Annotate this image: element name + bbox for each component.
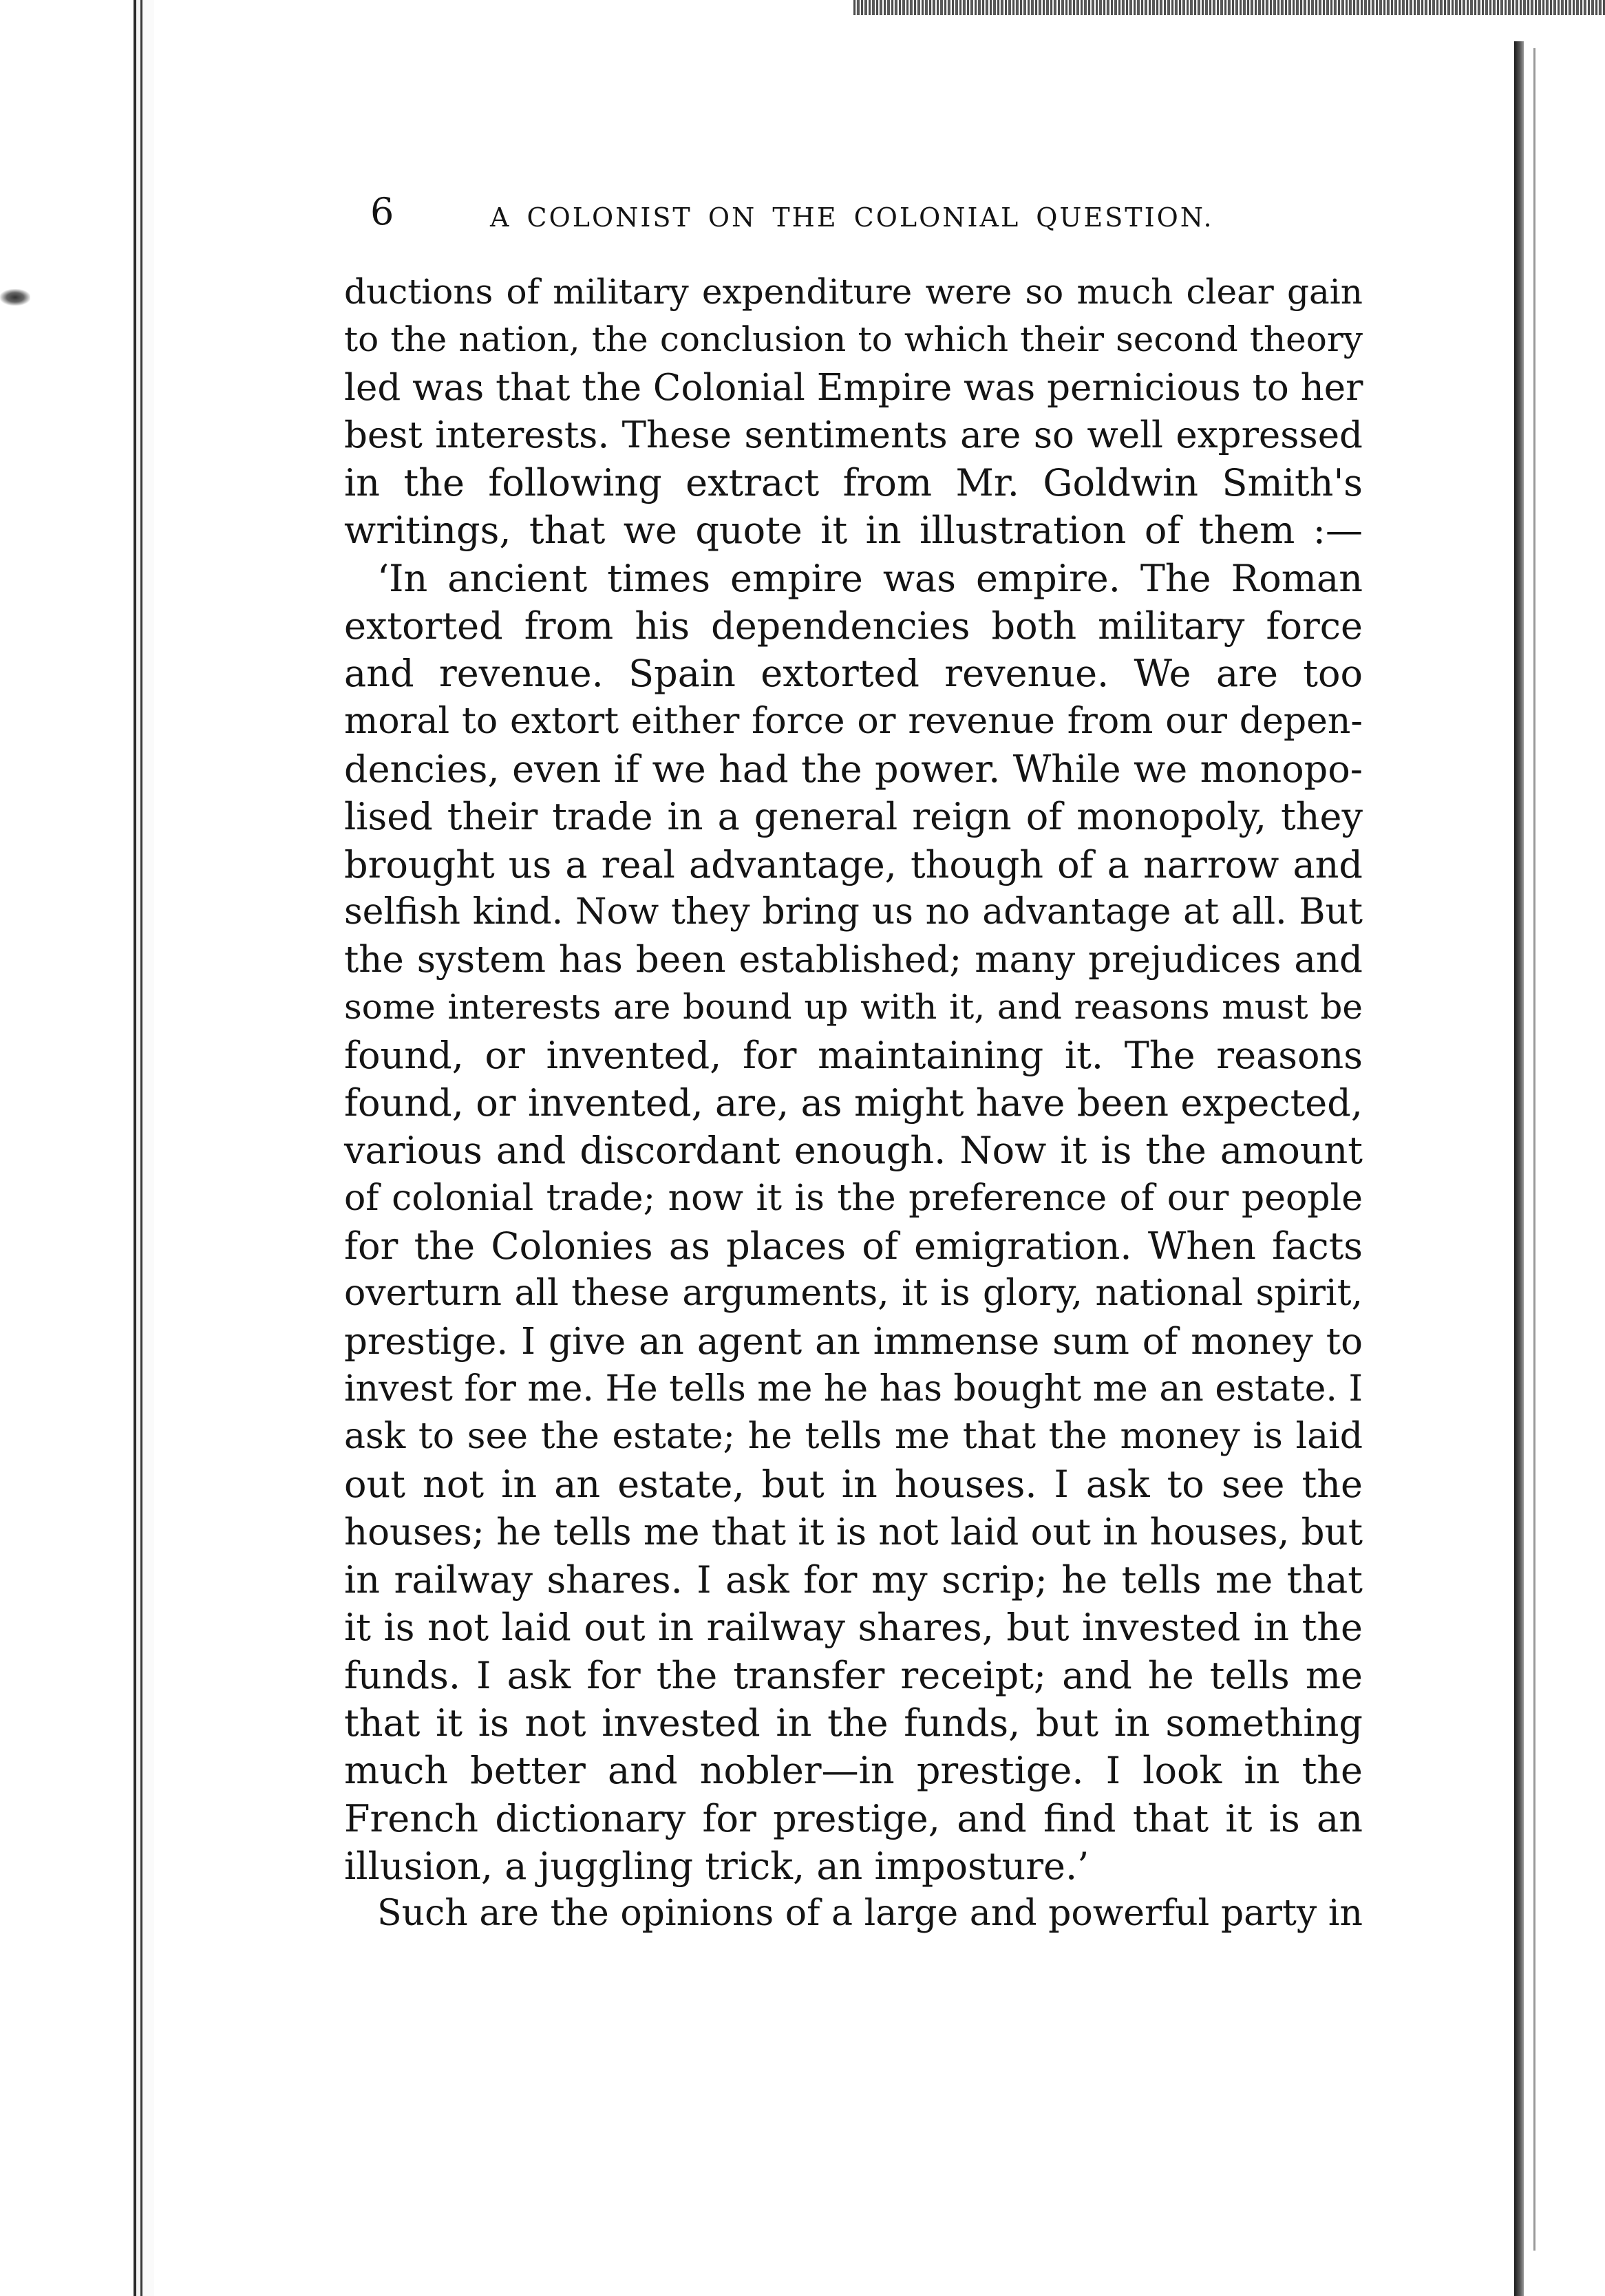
text-line: much better and nobler—in prestige. I look in the bbox=[344, 1749, 1363, 1793]
text-line: houses; he tells me that it is not laid out in houses, but bbox=[344, 1511, 1363, 1553]
text-line: out not in an estate, but in houses. I ask to see the bbox=[344, 1463, 1363, 1507]
text-line: dencies, even if we had the power. While we monopo- bbox=[344, 747, 1363, 791]
quote-start-line: ‘In ancient times empire was empire. The Roman bbox=[377, 556, 1363, 600]
scan-smudge bbox=[0, 289, 30, 306]
text-line: lised their trade in a general reign of monopoly, they bbox=[344, 795, 1363, 839]
page-edge-line bbox=[1533, 48, 1535, 2251]
text-line: of colonial trade; now it is the preference of our people bbox=[344, 1177, 1363, 1219]
page-number: 6 bbox=[370, 190, 394, 233]
page-binding-shadow bbox=[1514, 41, 1524, 2296]
text-line: French dictionary for prestige, and find that it is an bbox=[344, 1796, 1363, 1840]
text-line: brought us a real advantage, though of a narrow and bbox=[344, 842, 1363, 886]
text-line: in the following extract from Mr. Goldwin Smith's bbox=[344, 461, 1363, 505]
text-line: it is not laid out in railway shares, but invested in the bbox=[344, 1606, 1363, 1650]
text-line: found, or invented, are, as might have been expected, bbox=[344, 1081, 1363, 1125]
paragraph-start-line: Such are the opinions of a large and powerful party in bbox=[377, 1893, 1363, 1935]
text-line: for the Colonies as places of emigration. When facts bbox=[344, 1224, 1363, 1268]
text-line: writings, that we quote it in illustration of them :— bbox=[344, 509, 1363, 553]
book-page bbox=[344, 186, 1363, 1937]
body-text bbox=[344, 268, 1363, 1937]
text-line: the system has been established; many prejudices and bbox=[344, 939, 1363, 981]
text-line: and revenue. Spain extorted revenue. We are too bbox=[344, 652, 1363, 696]
text-line: extorted from his dependencies both military force bbox=[344, 604, 1363, 648]
text-line: led was that the Colonial Empire was pernicious to her bbox=[344, 366, 1363, 409]
text-line: invest for me. He tells me he has bought me an estate. I bbox=[344, 1368, 1363, 1410]
page-right-edge bbox=[1500, 41, 1605, 2296]
quote-end-line: illusion, a juggling trick, an imposture.’ bbox=[344, 1844, 1090, 1888]
text-line: found, or invented, for maintaining it. The reasons bbox=[344, 1033, 1363, 1077]
text-line: ask to see the estate; he tells me that the money is laid bbox=[344, 1416, 1363, 1458]
text-line: moral to extort either force or revenue from our depen- bbox=[344, 700, 1363, 742]
text-line: to the nation, the conclusion to which their second theory bbox=[344, 319, 1363, 360]
text-line: best interests. These sentiments are so well expressed bbox=[344, 414, 1363, 456]
text-line: selfish kind. Now they bring us no advantage at all. But bbox=[344, 891, 1363, 933]
text-line: funds. I ask for the transfer receipt; and he tells me bbox=[344, 1653, 1363, 1697]
text-line: in railway shares. I ask for my scrip; he tells me that bbox=[344, 1558, 1363, 1602]
running-title: A COLONIST ON THE COLONIAL QUESTION. bbox=[490, 202, 1214, 233]
text-line: prestige. I give an agent an immense sum of money to bbox=[344, 1320, 1363, 1363]
text-line: that it is not invested in the funds, but in something bbox=[344, 1701, 1363, 1745]
text-line: overturn all these arguments, it is glory, national spirit, bbox=[344, 1273, 1363, 1315]
page-top-edge bbox=[853, 0, 1605, 15]
text-line: some interests are bound up with it, and reasons must be bbox=[344, 987, 1363, 1028]
text-line: various and discordant enough. Now it is the amount bbox=[344, 1129, 1363, 1173]
page-header bbox=[344, 186, 1363, 268]
text-line: ductions of military expenditure were so much clear gain bbox=[344, 272, 1363, 312]
page-left-edge bbox=[131, 0, 154, 2296]
